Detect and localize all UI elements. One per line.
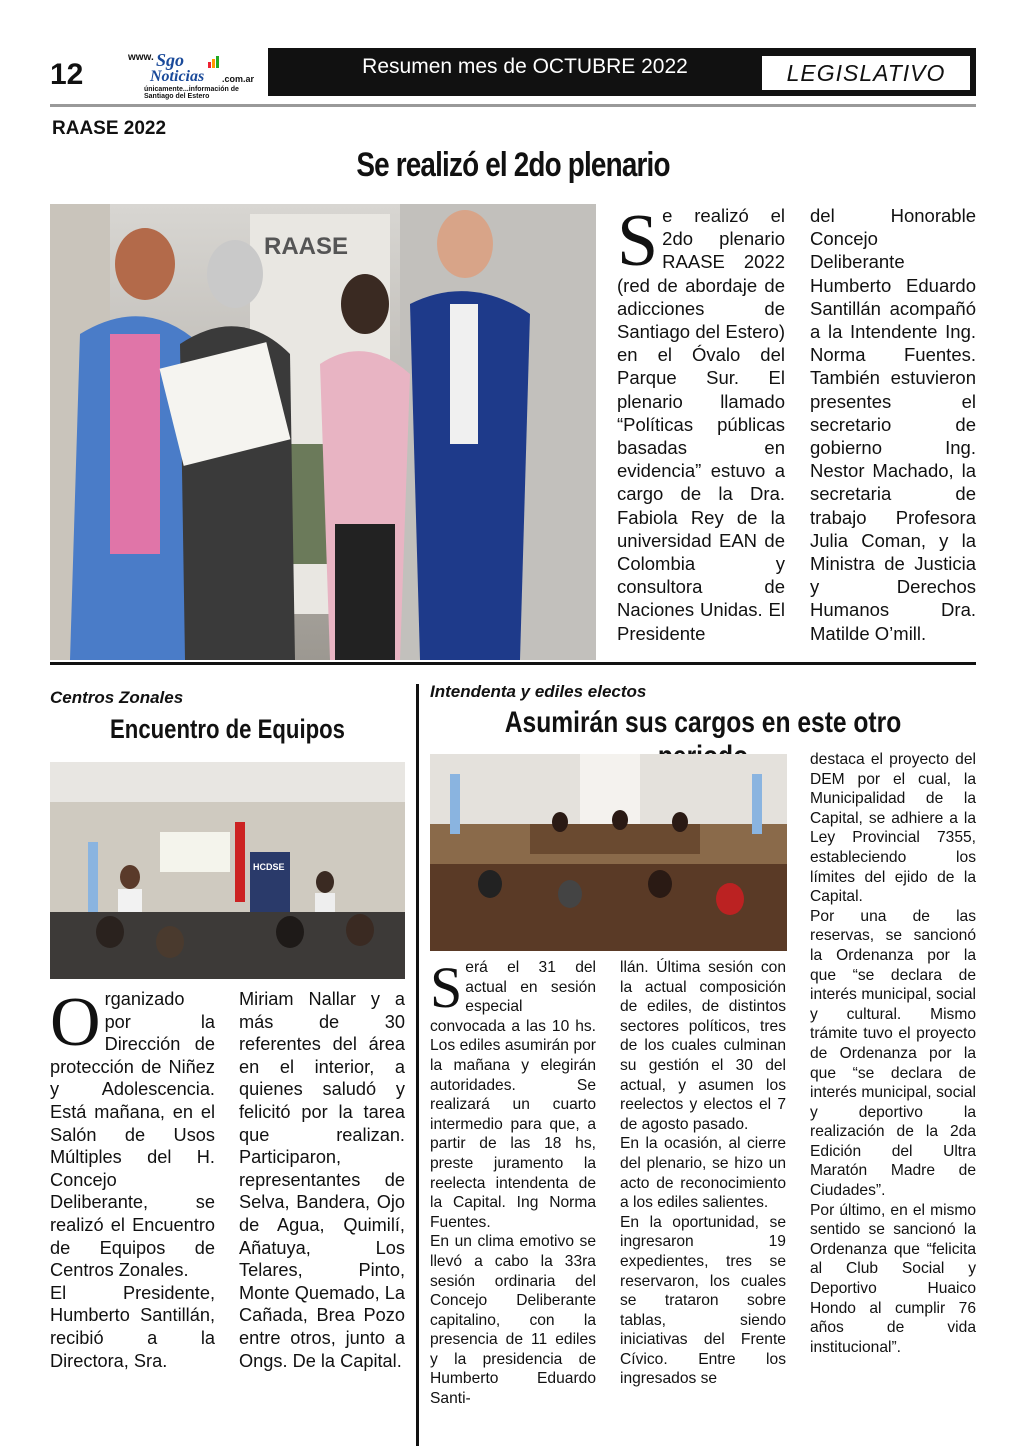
article3-column-2: [620, 958, 786, 1389]
issue-title: Resumen mes de OCTUBRE 2022: [362, 55, 688, 78]
article1-drop-cap: S: [617, 200, 659, 282]
article1-photo: [50, 204, 596, 660]
logo-tagline: únicamente...información de Santiago del Estero: [144, 86, 239, 100]
article3-text-c3: Por último, en el mismo sentido se sancionó la Ordenanza que “felicita al Club Social y Deportivo Huaico Hondo al cumplir 76 años de vida institucional”.: [810, 1201, 976, 1356]
article1-column-2: del Honorable Concejo Deliberante Humberto Eduardo Santillán acompañó a la Intendente Ing. Norma Fuentes. También estuvieron presentes el secretario de gobierno Ing. Nestor Machado, la secretaria de trabajo Profesora Julia Coman, y la Ministra de Justicia y Derechos Humanos Dra. Matilde O’mill.: [810, 205, 976, 644]
article1-kicker: RAASE 2022: [52, 118, 167, 139]
section-label: LEGISLATIVO: [762, 56, 970, 90]
photo-banner-text: RAASE: [264, 233, 349, 260]
article2-drop-cap: O: [50, 984, 101, 1061]
article3-text-b1: llán. Última sesión con la actual composición de ediles, de distintos sectores políticos, tres de los cuales culminan su gestión el 30 del actual, y asumen los reelectos y electos el 7 de agosto pasado.: [620, 959, 786, 1133]
logo-domain: .com.ar: [222, 74, 255, 84]
article2-title: Encuentro de Equipos: [110, 714, 345, 744]
article3-column-1: [430, 955, 596, 1409]
article1-text-a: e realizó el 2do plenario RAASE 2022 (red de abordaje de adicciones de Santiago del Estero) en el Óvalo del Parque Sur. El plenario llamado “Políticas públicas basadas en evidencia” estuvo a cargo de la Dra. Fabiola Rey de la universidad EAN de Colombia y consultora de Naciones Unidas. El Presidente: [617, 205, 785, 644]
section-divider: [50, 662, 976, 665]
article3-column-3: [810, 750, 976, 1357]
article3-text-b3: En la oportunidad, se ingresaron 19 expedientes, tres se reservaron, los cuales se trataron sobre tablas, siendo iniciativas del Frente Cívico. Entre los ingresados se: [620, 1213, 786, 1388]
article3-text-a1: erá el 31 del actual en sesión especial convocada a las 10 hs. Los ediles asumirán por la mañana y elegirán autoridades. Se realizará un cuarto intermedio para que, a partir de las 18 hs, preste juramento la reelecta intendenta de la Capital. Ing Norma Fuentes.: [430, 959, 596, 1231]
article1-column-1: [617, 200, 785, 645]
article2-column-2: Miriam Nallar y a más de 30 referentes del área en el interior, a quienes saludó y felicitó por la tarea que realizan. Participaron, representantes de Selva, Bandera, Ojo de Agua, Quimilí, Añatuya, Los Telares, Pinto, Monte Quemado, La Cañada, Brea Pozo entre otros, junto a Ongs. De la Capital.: [239, 989, 405, 1371]
logo-name-bottom: Noticias: [150, 68, 205, 85]
article3-drop-cap: S: [430, 955, 463, 1020]
article3-text-c2: Por una de las reservas, se sancionó la Ordenanza por la que “se declara de interés municipal, social y cultural. Mismo trámite tuvo el proyecto de Ordenanza por la que “se declara de interés municipal, social y deportivo la realización de la 2da Edición del Ultra Maratón Madre de Ciudades”.: [810, 907, 976, 1200]
article2-text-a2: El Presidente, Humberto Santillán, recibió a la Directora, Sra.: [50, 1282, 215, 1371]
article2-photo: [50, 762, 405, 979]
article3-title: Asumirán sus cargos en este otro: [504, 706, 902, 739]
article2-kicker: Centros Zonales: [50, 688, 184, 707]
logo-www: www.: [128, 52, 154, 63]
page-number: 12: [50, 58, 84, 91]
article2-text-a1: rganizado por la Dirección de protección de Niñez y Adolescencia. Está mañana, en el Salón de Usos Múltiples del H. Concejo Deliberante, se realizó el Encuentro de Equipos de Centros Zonales.: [50, 989, 215, 1281]
article3-photo: [430, 754, 787, 951]
column-divider: [416, 684, 419, 1446]
signal-bars-icon: [208, 54, 222, 68]
photo2-banner-text: HCDSE: [253, 862, 285, 872]
sgo-noticias-logo[interactable]: [124, 50, 268, 98]
article3-text-b2: En la ocasión, al cierre del plenario, se hizo un acto de reconocimiento a los ediles salientes.: [620, 1135, 786, 1212]
article3-text-c1: destaca el proyecto del DEM por el cual, la Municipalidad de la Capital, se adhiere a la Ley Provincial 7355, estableciendo los límites del ejido de la Capital.: [810, 751, 976, 906]
article3-text-a2: En un clima emotivo se llevó a cabo la 33ra sesión ordinaria del Concejo Deliberante capitalino, con la presencia de 11 ediles y la presidencia de Humberto Eduardo Santi-: [430, 1233, 596, 1408]
header-divider: [50, 104, 976, 107]
article1-title: Se realizó el 2do plenario: [356, 146, 670, 184]
article3-kicker: Intendenta y ediles electos: [430, 682, 647, 701]
logo-name-top: Sgo: [156, 50, 185, 70]
article2-column-1: [50, 984, 215, 1372]
